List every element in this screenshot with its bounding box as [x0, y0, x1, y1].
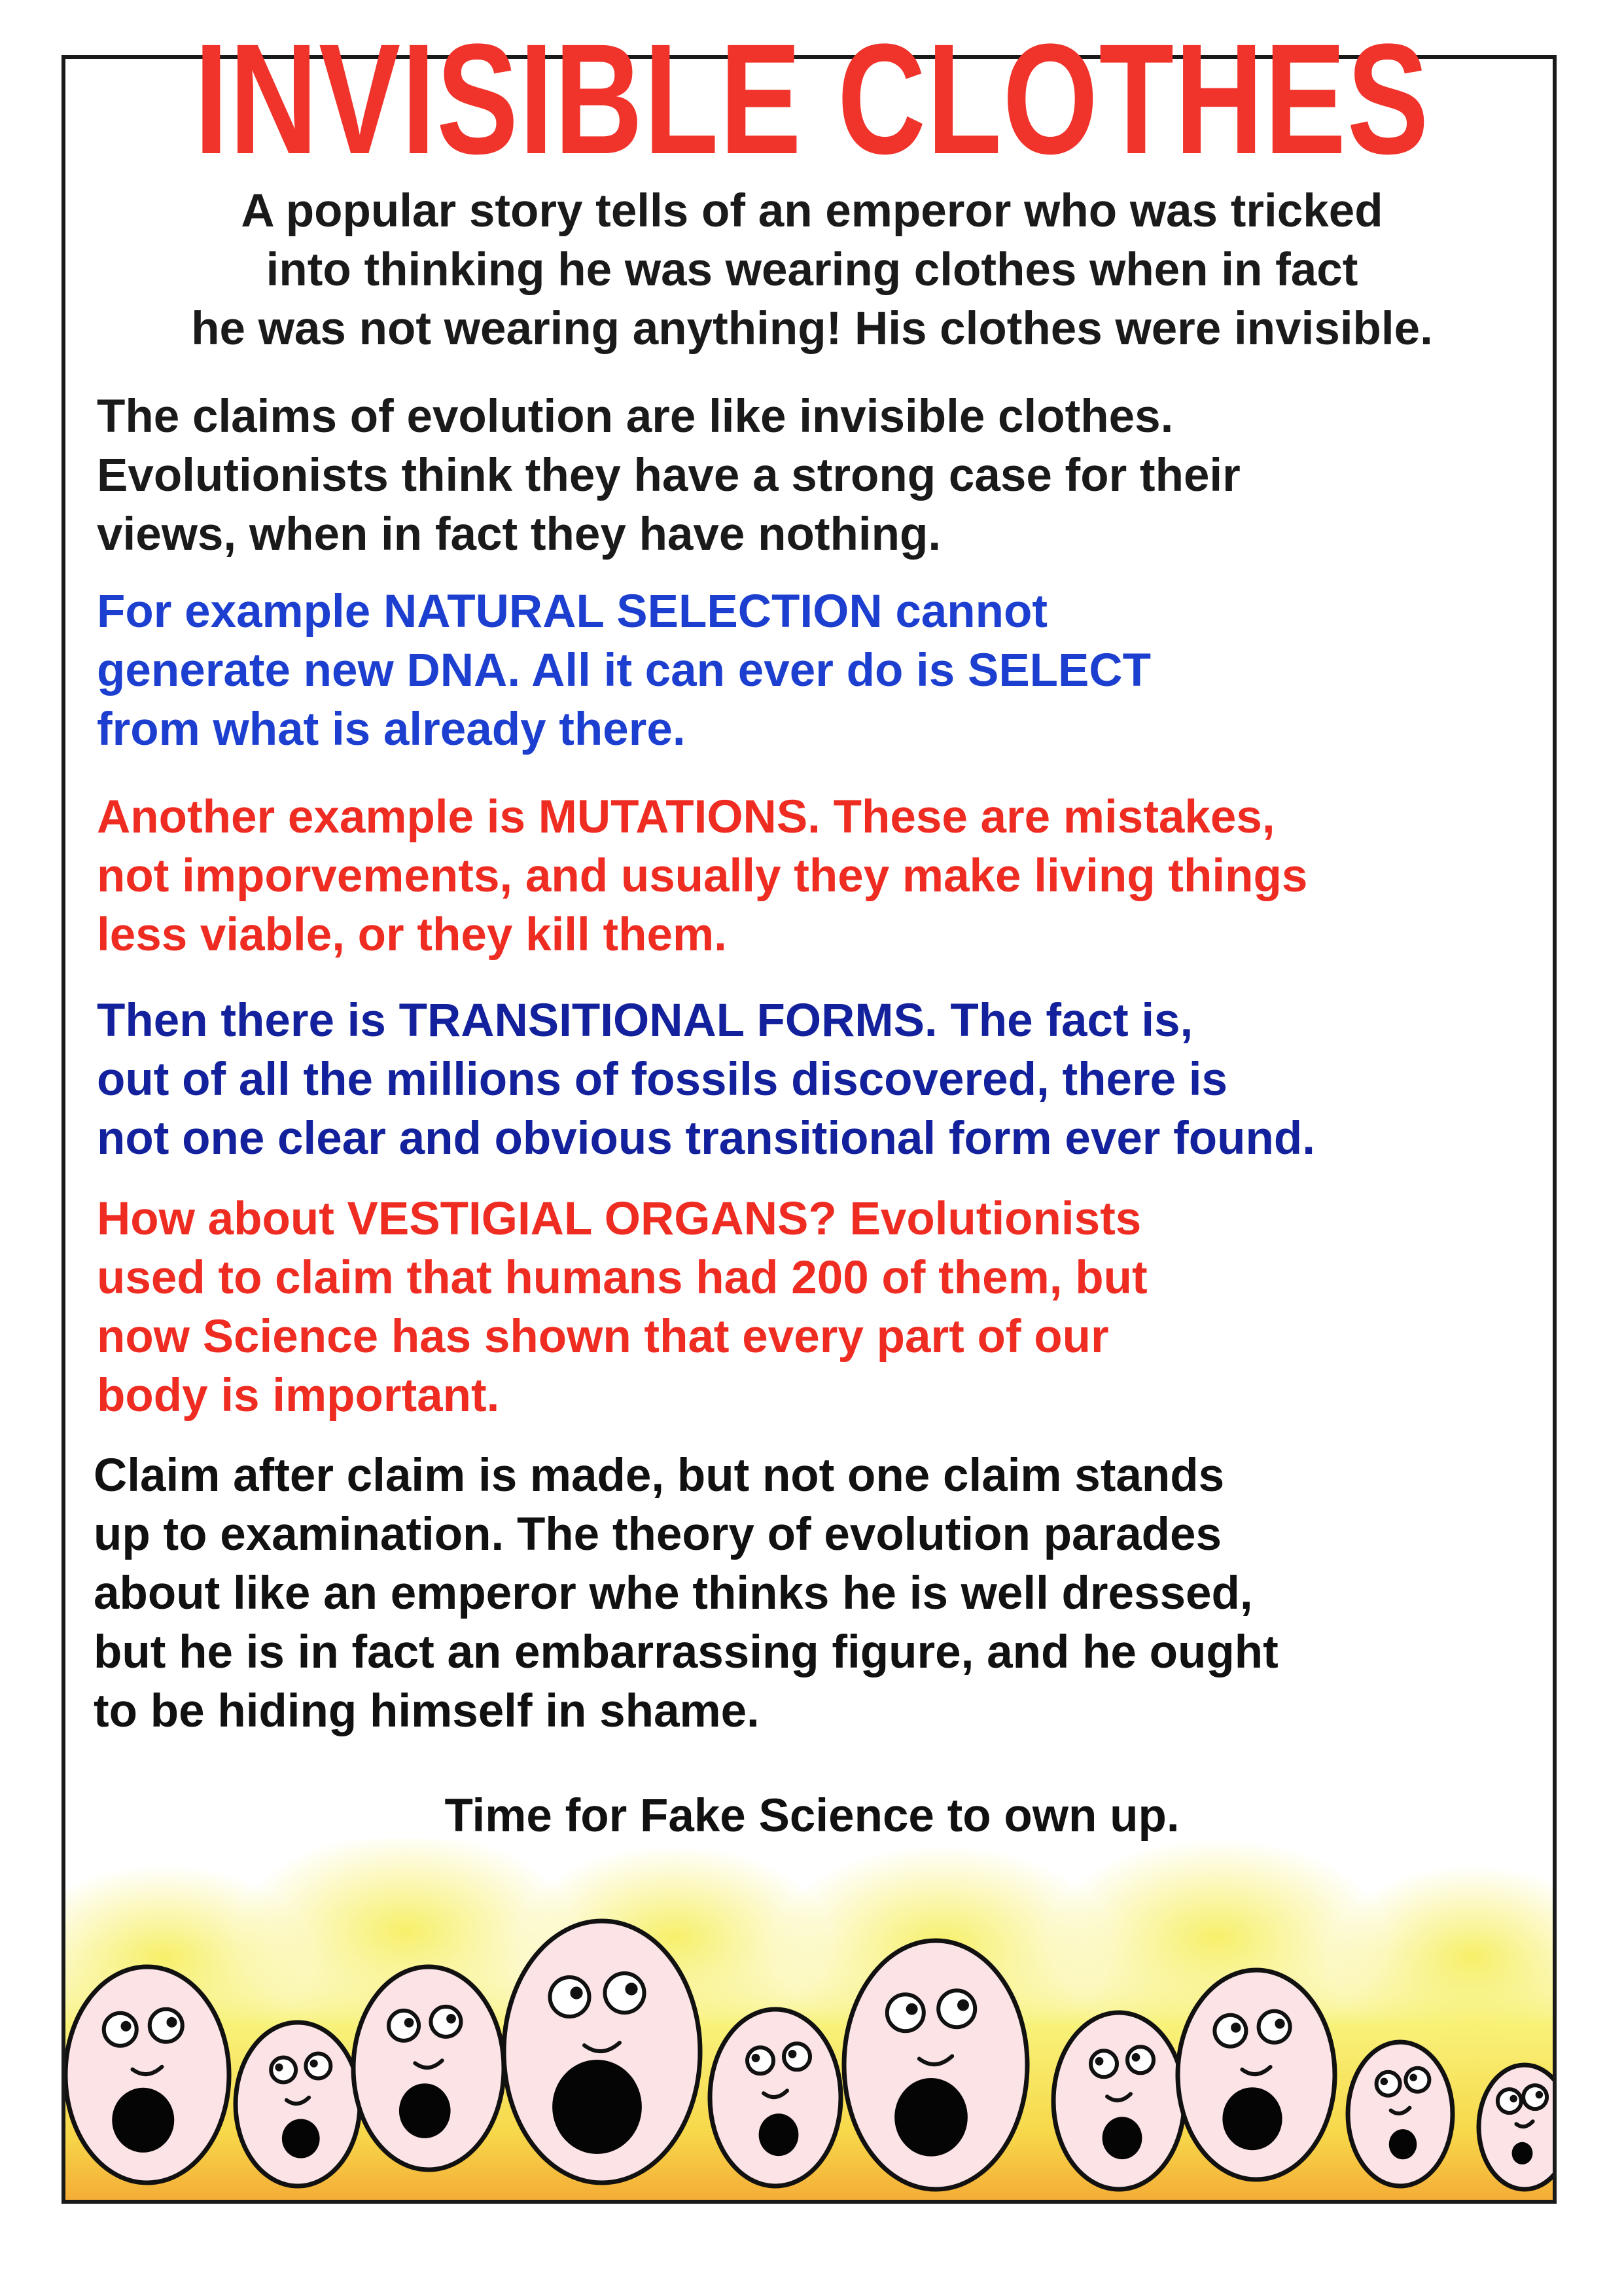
face-pupil	[1409, 2073, 1417, 2081]
cartoon-face	[236, 2022, 360, 2186]
face-eye	[1523, 2085, 1547, 2109]
transitional-forms-paragraph: Then there is TRANSITIONAL FORMS. The fact is, out of all the millions of fossils discovered, there is not one clear and obvious transitional form ever found.	[97, 995, 1316, 1164]
face-pupil	[957, 2000, 969, 2011]
intro-paragraph: A popular story tells of an emperor who was tricked into thinking he was wearing clothes when in fact he was not wearing anything! His clothes were invisible.	[191, 185, 1433, 355]
face-gasping-mouth	[399, 2083, 451, 2138]
face-eye	[887, 1994, 924, 2031]
face-eye	[431, 2007, 461, 2037]
cartoon-face	[504, 1921, 700, 2183]
face-eye	[1259, 2011, 1290, 2043]
face-pupil	[1536, 2091, 1544, 2099]
face-pupil	[275, 2064, 283, 2072]
cartoon-face	[353, 1967, 504, 2170]
face-pupil	[310, 2060, 318, 2068]
cartoon-face	[65, 1967, 229, 2183]
face-pupil	[121, 2021, 132, 2032]
face-gasping-mouth	[759, 2113, 799, 2156]
face-gasping-mouth	[282, 2119, 320, 2159]
face-eye	[605, 1973, 644, 2013]
face-eye	[271, 2058, 296, 2083]
mutations-paragraph: Another example is MUTATIONS. These are mistakes, not imporvements, and usually they make living things less viable, or they kill them.	[97, 791, 1308, 961]
face-pupil	[788, 2050, 797, 2058]
face-pupil	[752, 2054, 760, 2062]
face-gasping-mouth	[1389, 2129, 1417, 2159]
cartoon-face	[1348, 2042, 1453, 2186]
face-pupil	[1275, 2018, 1284, 2028]
conclusion-paragraph: Claim after claim is made, but not one claim stands up to examination. The theory of evolution parades about like an emperor whe thinks he is well dressed, but he is in fact an embarrassing figure, and he ought to be hiding himself in shame.	[94, 1450, 1279, 1737]
face-eye	[747, 2047, 773, 2073]
face-pupil	[906, 2003, 918, 2015]
cartoon-face	[1479, 2065, 1553, 2189]
face-eye	[104, 2013, 137, 2046]
face-pupil	[1132, 2053, 1140, 2062]
cartoon-face	[1178, 1970, 1335, 2179]
face-eye	[1377, 2072, 1400, 2096]
face-pupil	[1381, 2077, 1388, 2085]
face-eye	[1214, 2015, 1246, 2047]
face-gasping-mouth	[1512, 2142, 1533, 2164]
face-gasping-mouth	[1222, 2087, 1282, 2150]
face-eye	[150, 2009, 183, 2042]
face-pupil	[1231, 2022, 1241, 2032]
natural-selection-paragraph: For example NATURAL SELECTION cannot generate new DNA. All it can ever do is SELECT from what is already there.	[97, 586, 1152, 755]
cartoon-face	[844, 1941, 1027, 2189]
face-pupil	[1509, 2095, 1517, 2103]
face-gasping-mouth	[894, 2078, 968, 2157]
face-eye	[389, 2011, 419, 2041]
evolution-claims-paragraph: The claims of evolution are like invisible clothes. Evolutionists think they have a strong case for their views, when in fact they have nothing.	[97, 391, 1241, 560]
face-pupil	[1095, 2057, 1104, 2066]
closing-line: Time for Fake Science to own up.	[444, 1790, 1180, 1842]
cartoon-face	[1053, 2013, 1184, 2189]
face-eye	[306, 2054, 330, 2079]
vestigial-organs-paragraph: How about VESTIGIAL ORGANS? Evolutionists used to claim that humans had 200 of them, but now Science has shown that every part of our body is important.	[97, 1193, 1148, 1422]
face-eye	[1127, 2047, 1154, 2073]
face-pupil	[570, 1986, 582, 1999]
face-gasping-mouth	[552, 2060, 642, 2154]
face-pupil	[404, 2018, 414, 2028]
face-eye	[784, 2043, 810, 2070]
face-head	[1479, 2065, 1553, 2189]
face-eye	[1405, 2068, 1429, 2092]
page-title: INVISIBLE CLOTHES	[194, 11, 1430, 187]
gasping-faces-illustration	[65, 1839, 1553, 2200]
face-eye	[1091, 2051, 1117, 2077]
face-gasping-mouth	[1103, 2117, 1142, 2159]
face-eye	[550, 1977, 590, 2017]
cartoon-face	[710, 2009, 841, 2186]
face-pupil	[625, 1982, 637, 1995]
face-gasping-mouth	[112, 2088, 174, 2153]
face-eye	[1498, 2089, 1521, 2113]
face-eye	[938, 1990, 975, 2027]
face-pupil	[446, 2014, 456, 2024]
face-pupil	[167, 2017, 177, 2028]
